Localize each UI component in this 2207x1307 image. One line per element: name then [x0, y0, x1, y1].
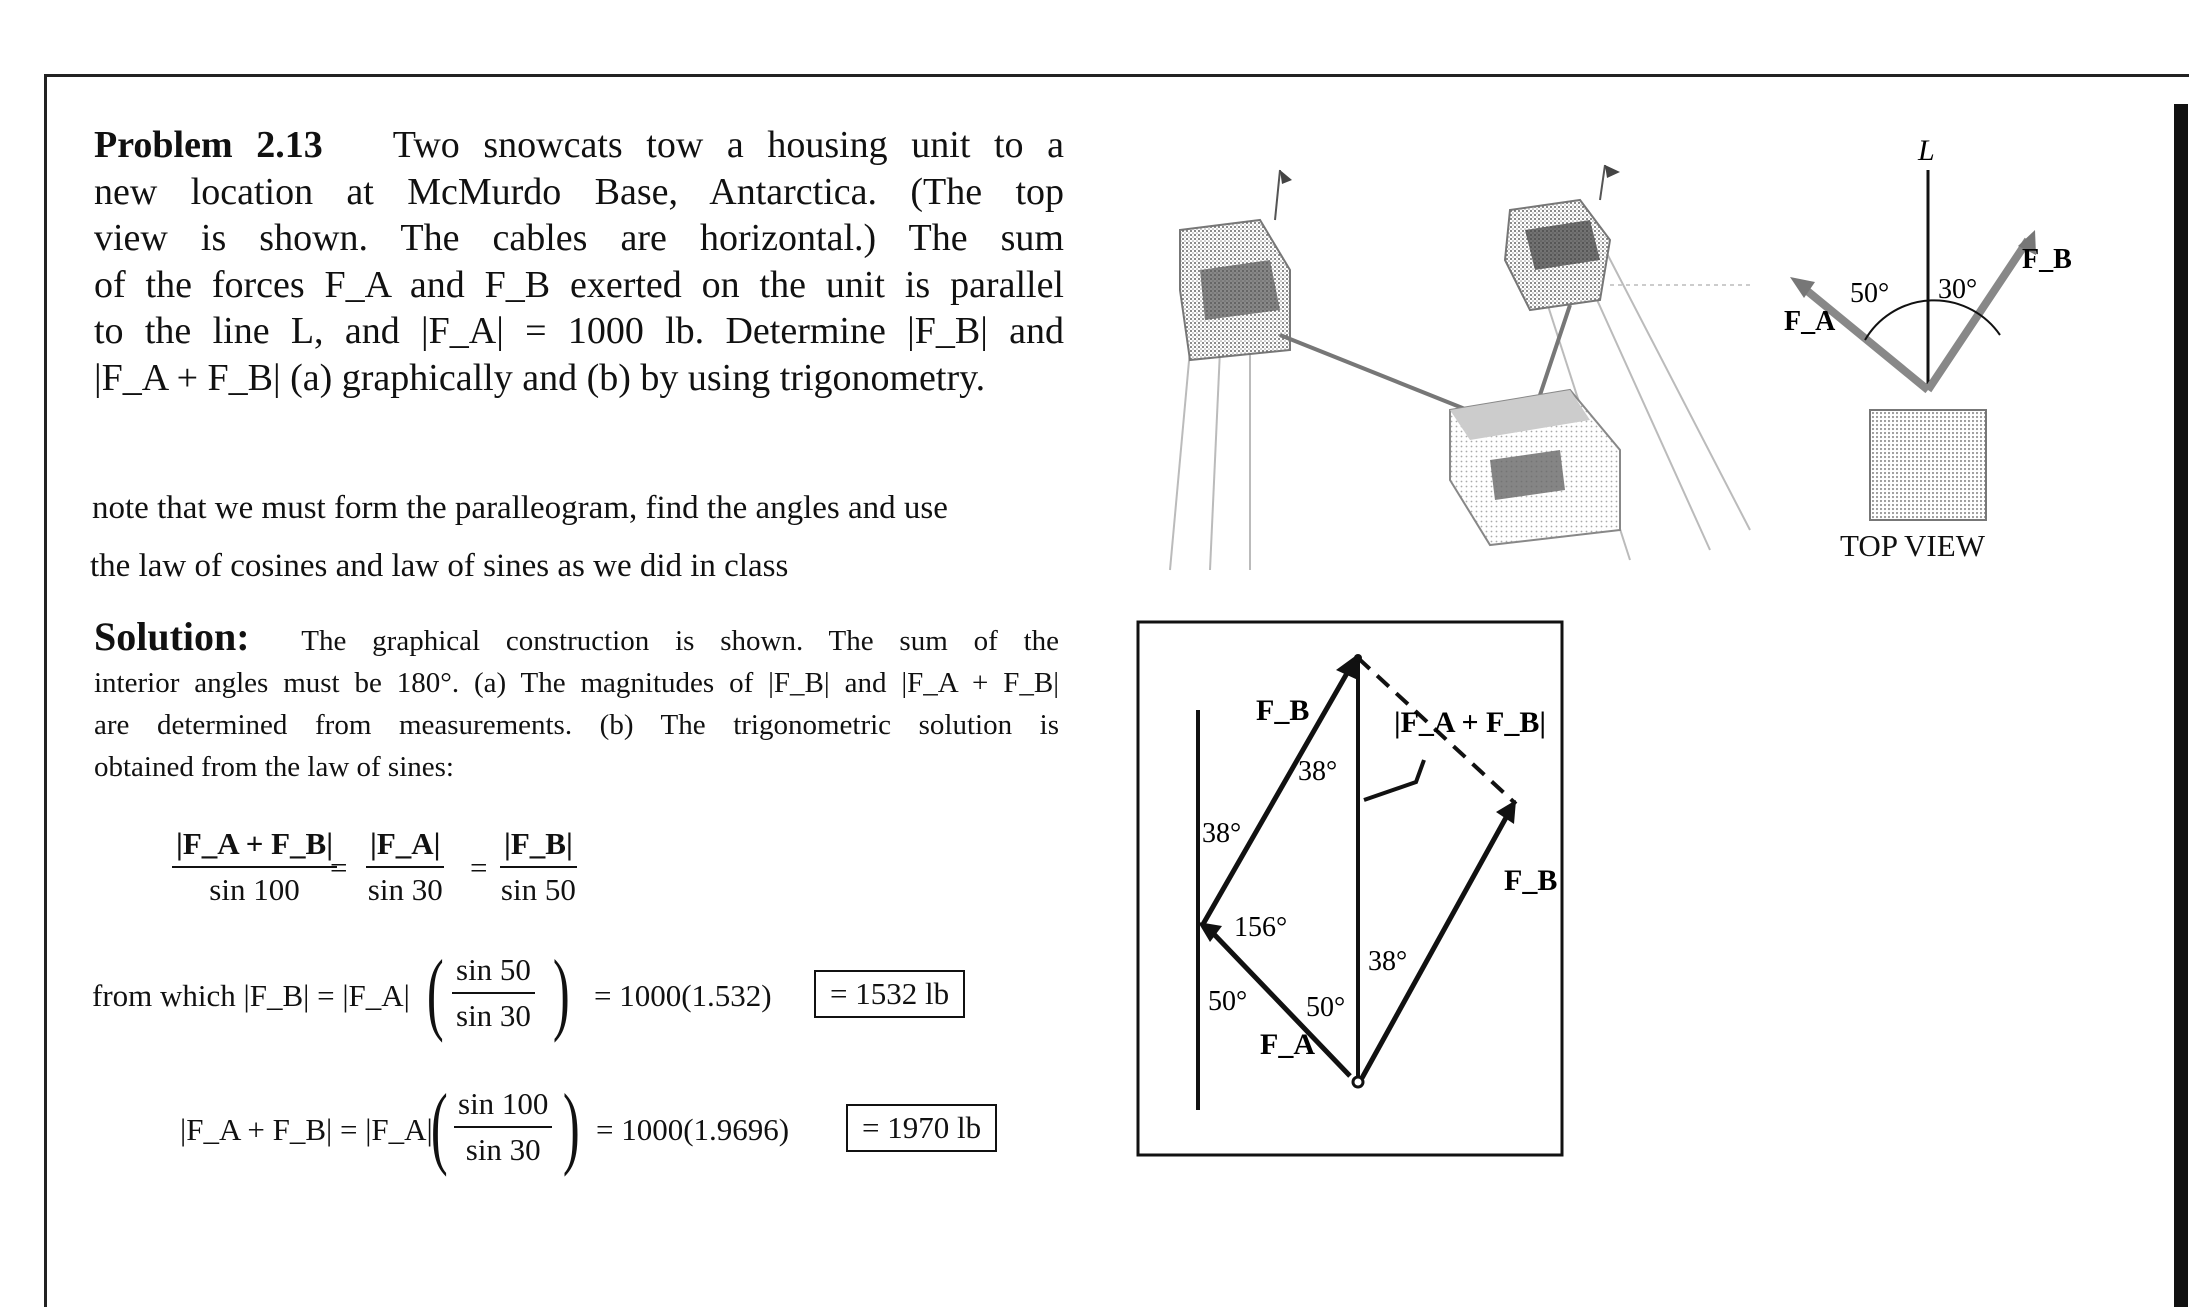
- solution-line-3: are determined from measurements. (b) The trigonometric solution is: [94, 709, 1059, 741]
- solution-heading: Solution:: [94, 614, 250, 659]
- page-frame-top: [44, 74, 2189, 77]
- construction-angle-38-right: 38°: [1368, 946, 1408, 977]
- fsum-open-paren: (: [430, 1075, 448, 1177]
- construction-angle-50-left: 50°: [1208, 986, 1248, 1017]
- top-view-caption: TOP VIEW: [1840, 528, 1985, 563]
- snowcats-illustration: [1150, 150, 1770, 580]
- top-view-fa-label: F_A: [1784, 306, 1836, 337]
- problem-line-3: view is shown. The cables are horizontal.) The sum: [94, 217, 1064, 259]
- top-view-fb-label: F_B: [2022, 244, 2072, 275]
- problem-line-1: Problem 2.13 Two snowcats tow a housing unit to a: [94, 124, 1064, 166]
- fsum-result-box: = 1970 lb: [846, 1104, 997, 1152]
- top-view-unit: [1870, 410, 1986, 520]
- page-frame-left: [44, 74, 47, 1307]
- fb-close-paren: ): [552, 941, 570, 1043]
- top-view-line-label: L: [1918, 134, 1935, 167]
- lawsines-fraction-2: $\frac{|F\_A|}{\sin 30}$: [367, 826, 443, 907]
- construction-diagram: [1136, 620, 1566, 1160]
- cable-b: [1540, 305, 1570, 395]
- top-view-angle-left: 50°: [1850, 278, 1890, 309]
- top-view-angle-right: 30°: [1938, 274, 1978, 305]
- solution-line-4: obtained from the law of sines:: [94, 751, 454, 783]
- left-snowcat: [1180, 170, 1292, 360]
- problem-line-4: of the forces F_A and F_B exerted on the unit is parallel: [94, 263, 1064, 306]
- solution-line-1: Solution: The graphical construction is shown. The sum of the: [94, 614, 1059, 659]
- solution-line-2: interior angles must be 180°. (a) The magnitudes of |F_B| and |F_A + F_B|: [94, 667, 1059, 699]
- lawsines-equals-1: =: [330, 850, 348, 885]
- fb-equation-prefix: from which |F_B| = |F_A|: [92, 978, 410, 1013]
- fb-equation-rhs: = 1000(1.532): [594, 978, 772, 1013]
- problem-line-2: new location at McMurdo Base, Antarctica. (The top: [94, 170, 1064, 213]
- fsum-equation-prefix: |F_A + F_B| = |F_A|: [180, 1112, 433, 1147]
- problem-line-5: to the line L, and |F_A| = 1000 lb. Determine |F_B| and: [94, 310, 1064, 352]
- fb-result-box: = 1532 lb: [814, 970, 965, 1018]
- construction-fa-label: F_A: [1260, 1028, 1315, 1061]
- top-view-diagram: [1760, 120, 2120, 540]
- construction-sum-label: |F_A + F_B|: [1394, 706, 1546, 739]
- right-snowcat: [1505, 165, 1620, 310]
- fsum-fraction: $\frac{\sin 100}{\sin 30}$: [454, 1086, 552, 1168]
- fsum-equation-rhs: = 1000(1.9696): [596, 1112, 790, 1147]
- solution-paragraph: [94, 616, 1059, 788]
- construction-fb-upper-label: F_B: [1256, 694, 1310, 727]
- fb-open-paren: (: [426, 941, 444, 1043]
- problem-label: Problem 2.13: [94, 124, 323, 166]
- note-line-2: the law of cosines and law of sines as we did in class: [90, 548, 789, 584]
- problem-statement: [94, 122, 1064, 401]
- lawsines-equals-2: =: [470, 850, 488, 885]
- construction-angle-156: 156°: [1234, 912, 1288, 943]
- top-view-fb-arrow: [1928, 240, 2028, 390]
- construction-fb-lower-label: F_B: [1504, 864, 1558, 897]
- lawsines-fraction-3: $\frac{|F\_B|}{\sin 50}$: [500, 826, 576, 907]
- lawsines-fraction-1: $\frac{|F\_A + F\_B|}{\sin 100}$: [172, 826, 337, 908]
- problem-line-6: |F_A + F_B| (a) graphically and (b) by using trigonometry.: [94, 356, 986, 399]
- housing-unit: [1450, 390, 1620, 545]
- construction-angle-50-right: 50°: [1306, 992, 1346, 1023]
- construction-angle-38-top: 38°: [1298, 756, 1338, 787]
- fsum-close-paren: ): [562, 1075, 580, 1177]
- cable-a: [1280, 335, 1480, 415]
- page-frame-right: [2174, 104, 2188, 1307]
- construction-angle-38-left: 38°: [1202, 818, 1242, 849]
- fb-fraction: $\frac{\sin 50}{\sin 30}$: [452, 952, 535, 1034]
- note-line-1: note that we must form the paralleogram, find the angles and use: [92, 490, 948, 526]
